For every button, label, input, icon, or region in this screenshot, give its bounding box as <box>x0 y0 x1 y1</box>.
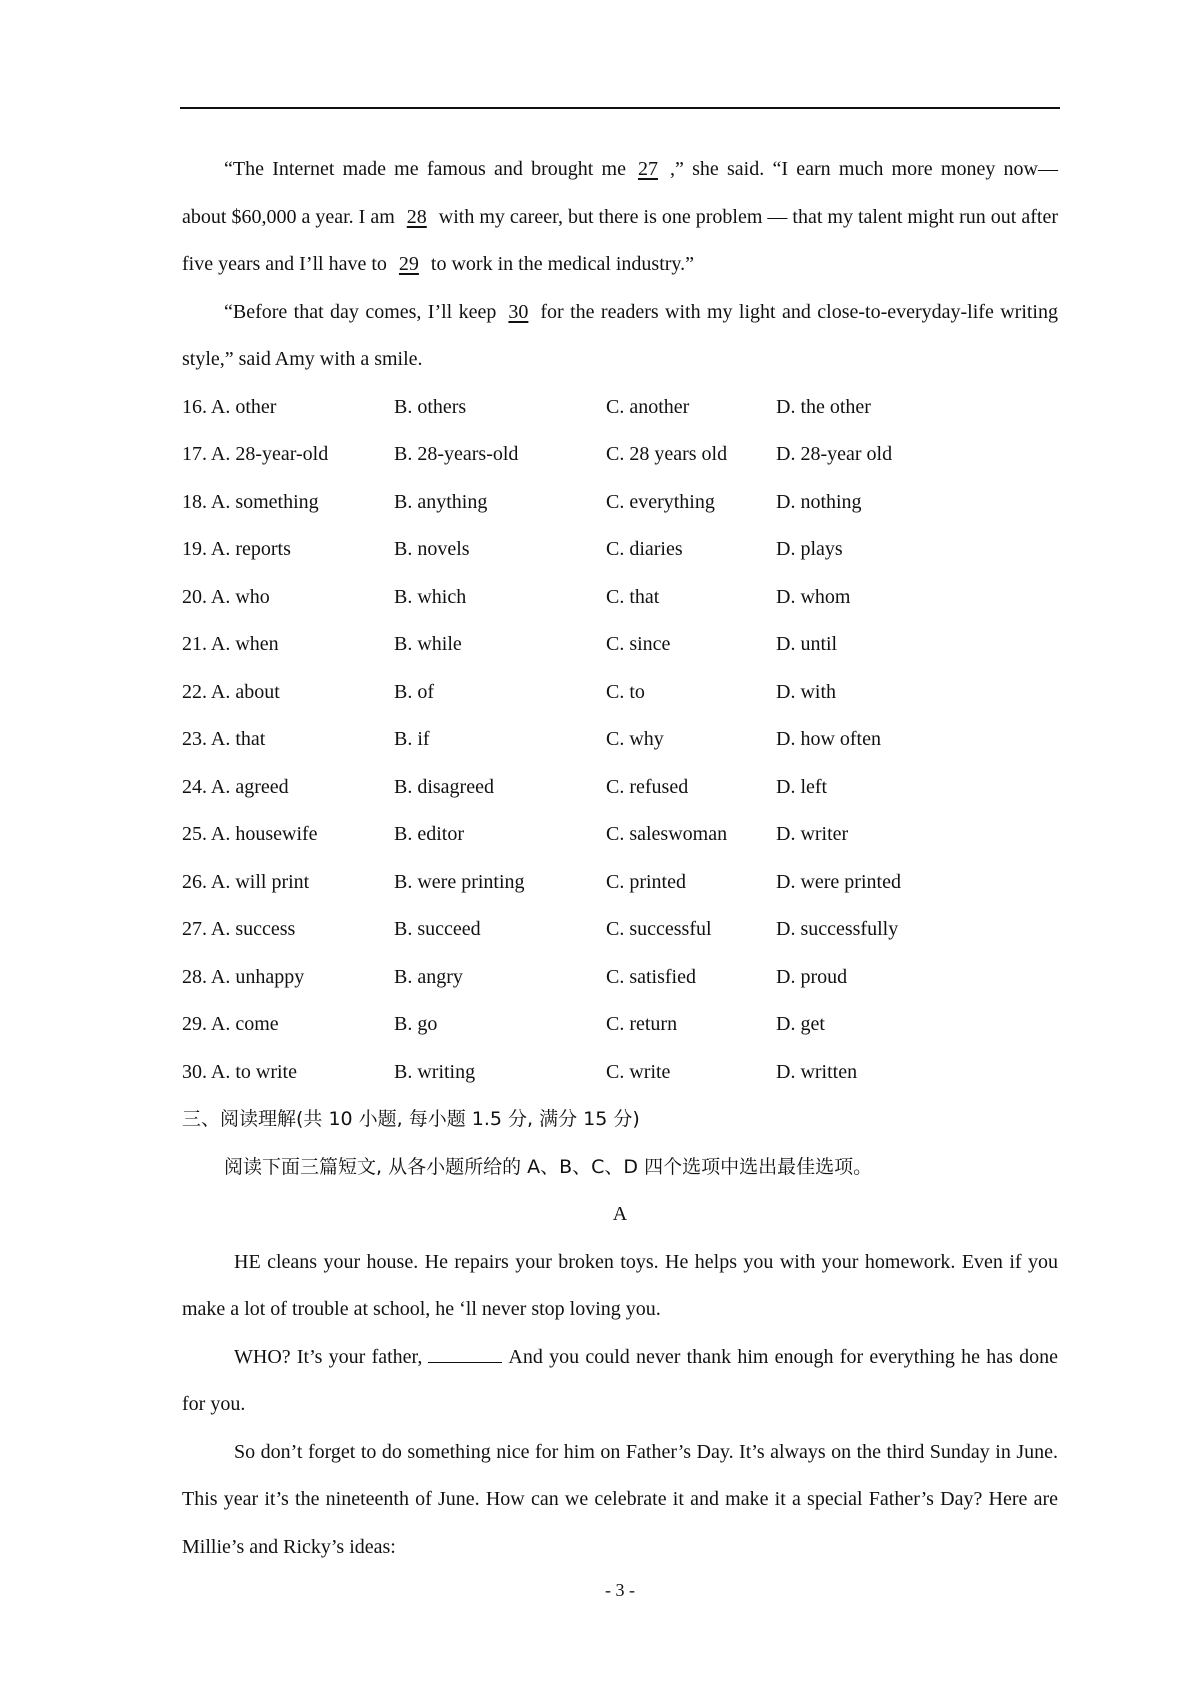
option-d: D. nothing <box>776 490 862 513</box>
reading-paragraph: HE cleans your house. He repairs your broken toys. He helps you with your homework. Even if you make a lot of trouble at school, he ‘ll never stop loving you. <box>182 1250 1058 1320</box>
option-b: B. of <box>394 680 434 703</box>
option-c: C. satisfied <box>606 965 696 988</box>
question-row <box>182 1049 1058 1097</box>
passage-paragraph <box>182 146 1058 289</box>
option-b: B. while <box>394 633 462 655</box>
option-d: D. whom <box>776 585 851 608</box>
option-c: C. to <box>606 680 645 703</box>
question-row <box>182 526 1058 574</box>
option-c: C. saleswoman <box>606 823 728 845</box>
reading-paragraph: So don’t forget to do something nice for him on Father’s Day. It’s always on the third Sunday in June. This year it’s the nineteenth of June. How can we celebrate it and make it a special Father’s Day? Here are Millie’s and Ricky’s ideas: <box>182 1440 1058 1558</box>
question-row <box>182 954 1058 1002</box>
option-c: C. successful <box>606 918 712 940</box>
option-c: C. why <box>606 728 664 750</box>
option-d: D. with <box>776 680 836 703</box>
option-c: C. refused <box>606 775 689 798</box>
blank-29: 29 <box>398 253 419 275</box>
option-a: 27. A. success <box>182 918 296 940</box>
option-b: B. editor <box>394 823 464 845</box>
passage-paragraph <box>182 289 1058 384</box>
text-span: “Before that day comes, I’ll keep <box>224 300 497 323</box>
option-c: C. another <box>606 395 690 418</box>
option-b: B. 28-years-old <box>394 443 519 465</box>
option-a: 29. A. come <box>182 1013 279 1035</box>
option-d: D. until <box>776 633 838 655</box>
option-a: 24. A. agreed <box>182 775 289 798</box>
option-c: C. everything <box>606 490 715 513</box>
option-b: B. writing <box>394 1060 476 1083</box>
option-b: B. if <box>394 728 430 750</box>
option-d: D. successfully <box>776 918 899 940</box>
page-number: - 3 - <box>605 1580 635 1600</box>
option-c: C. printed <box>606 870 686 893</box>
text-span: to work in the medical industry.” <box>430 253 695 275</box>
option-a: 18. A. something <box>182 490 319 513</box>
option-a: 30. A. to write <box>182 1060 297 1083</box>
text-span: for the readers with my light and close-to-everyday-life writing style,” said Amy with a smile. <box>182 300 1058 370</box>
option-b: B. succeed <box>394 918 481 940</box>
text-span: WHO? It’s your father, <box>234 1345 423 1368</box>
header-rule <box>180 107 1060 109</box>
option-a: 25. A. housewife <box>182 823 318 845</box>
option-a: 16. A. other <box>182 395 277 418</box>
option-b: B. disagreed <box>394 775 494 798</box>
section-title: 三、阅读理解(共 10 小题, 每小题 1.5 分, 满分 15 分) <box>182 1108 640 1130</box>
option-d: D. left <box>776 775 828 798</box>
option-a: 26. A. will print <box>182 870 310 893</box>
option-a: 21. A. when <box>182 633 279 655</box>
option-c: C. diaries <box>606 538 683 560</box>
option-b: B. others <box>394 395 467 418</box>
option-c: C. return <box>606 1013 678 1035</box>
text-span: ,” she said. “I earn much more money now— about $60,000 a year. I am <box>182 158 1059 228</box>
question-row <box>182 764 1058 812</box>
option-a: 23. A. that <box>182 728 266 750</box>
question-row <box>182 479 1058 527</box>
option-d: D. 28-year old <box>776 443 893 465</box>
option-b: B. anything <box>394 490 488 513</box>
page-content <box>182 146 1058 1571</box>
option-b: B. angry <box>394 965 463 988</box>
option-a: 22. A. about <box>182 680 280 703</box>
blank-30: 30 <box>508 300 529 323</box>
option-c: C. 28 years old <box>606 443 728 465</box>
option-b: B. were printing <box>394 870 525 893</box>
question-row <box>182 431 1058 479</box>
option-c: C. that <box>606 585 660 608</box>
blank-27: 27 <box>637 158 658 180</box>
question-row <box>182 811 1058 859</box>
passage-label: A <box>612 1203 628 1225</box>
reading-paragraph <box>182 1334 1058 1429</box>
question-row <box>182 859 1058 907</box>
option-d: D. writer <box>776 823 849 845</box>
option-d: D. get <box>776 1013 825 1035</box>
option-a: 20. A. who <box>182 585 270 608</box>
option-d: D. plays <box>776 538 843 560</box>
answer-blank <box>428 1348 502 1363</box>
section-instruction: 阅读下面三篇短文, 从各小题所给的 A、B、C、D 四个选项中选出最佳选项。 <box>224 1155 873 1178</box>
question-row <box>182 1001 1058 1049</box>
option-d: D. written <box>776 1060 858 1083</box>
option-b: B. which <box>394 585 467 608</box>
option-d: D. were printed <box>776 870 901 893</box>
blank-28: 28 <box>406 205 427 228</box>
text-span: with my career, but there is one problem — that my talent might run out after five years and I’ll have to <box>182 205 1058 275</box>
option-d: D. how often <box>776 728 881 750</box>
question-row <box>182 384 1058 432</box>
option-a: 19. A. reports <box>182 538 291 560</box>
question-row <box>182 621 1058 669</box>
option-b: B. go <box>394 1013 438 1035</box>
text-span: And you could never thank him enough for everything he has done for you. <box>182 1345 1058 1415</box>
option-d: D. the other <box>776 395 871 418</box>
option-b: B. novels <box>394 538 470 560</box>
option-a: 17. A. 28-year-old <box>182 443 329 465</box>
question-row <box>182 574 1058 622</box>
cloze-options <box>182 384 1058 1097</box>
question-row <box>182 716 1058 764</box>
text-span: “The Internet made me famous and brought me <box>224 158 626 180</box>
question-row <box>182 669 1058 717</box>
option-d: D. proud <box>776 965 848 988</box>
option-a: 28. A. unhappy <box>182 965 305 988</box>
question-row <box>182 906 1058 954</box>
option-c: C. since <box>606 633 671 655</box>
option-c: C. write <box>606 1060 671 1083</box>
